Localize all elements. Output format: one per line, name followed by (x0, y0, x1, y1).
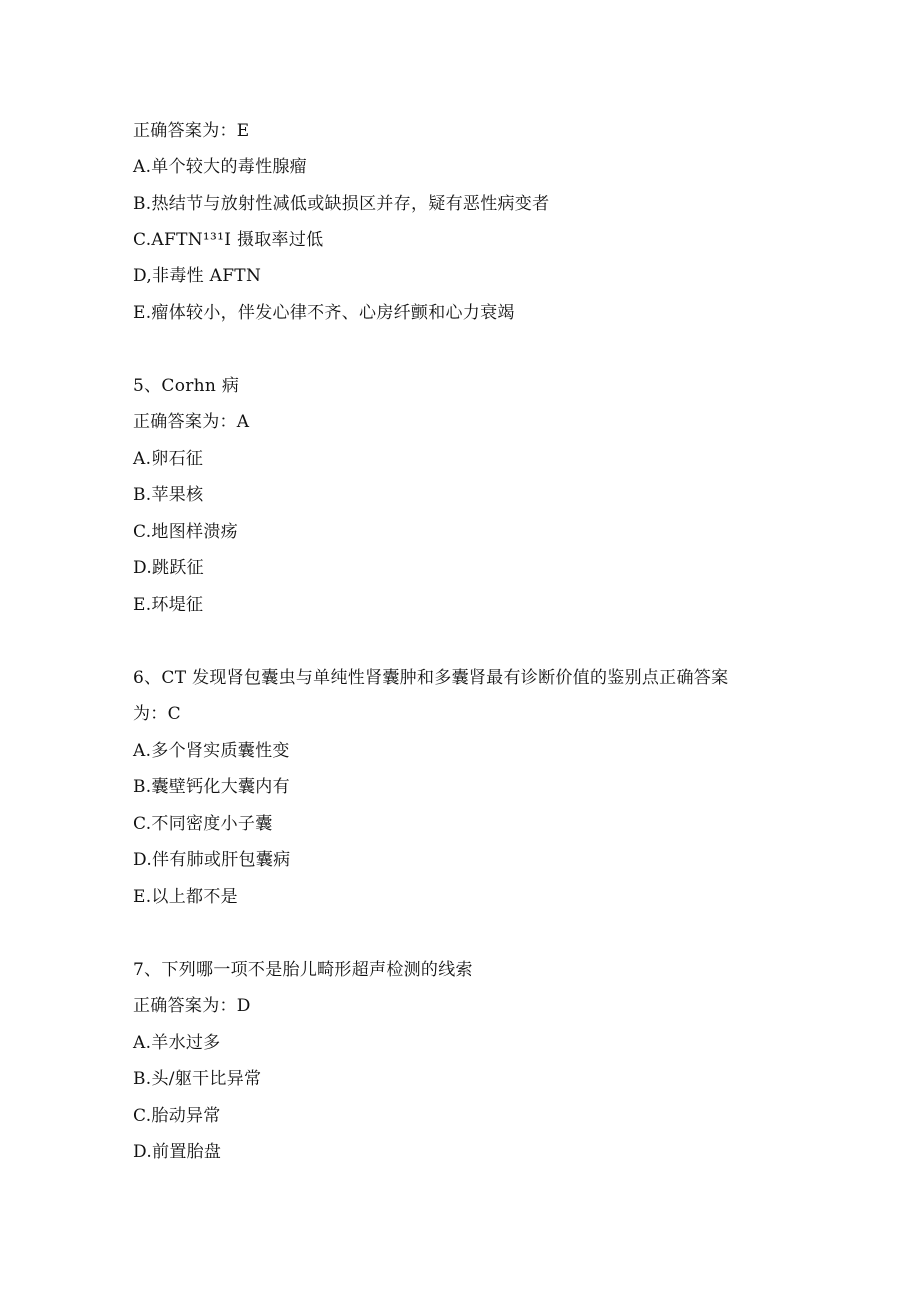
option-e: E.以上都不是 (133, 887, 238, 907)
option-e: E.瘤体较小，伴发心律不齐、心房纤颤和心力衰竭 (133, 303, 515, 323)
option-b: B.囊壁钙化大囊内有 (133, 777, 290, 797)
option-b: B.苹果核 (133, 485, 204, 505)
option-c: C.胎动异常 (133, 1106, 221, 1126)
option-b: B.头/躯干比异常 (133, 1069, 262, 1089)
option-a: A.单个较大的毒性腺瘤 (133, 157, 307, 177)
answer-line: 正确答案为：E (133, 121, 250, 141)
option-b: B.热结节与放射性减低或缺损区并存，疑有恶性病变者 (133, 194, 550, 214)
option-c: C.AFTN¹³¹I 摄取率过低 (133, 230, 324, 250)
option-a: A.羊水过多 (133, 1033, 221, 1053)
question-title: 5、Corhn 病 (133, 376, 240, 396)
answer-line: 正确答案为：A (133, 412, 250, 432)
option-d: D.伴有肺或肝包囊病 (133, 850, 291, 870)
question-title: 6、CT 发现肾包囊虫与单纯性肾囊肿和多囊肾最有诊断价值的鉴别点正确答案 (133, 668, 729, 688)
option-d: D.前置胎盘 (133, 1142, 222, 1162)
option-e: E.环堤征 (133, 595, 204, 615)
option-c: C.不同密度小子囊 (133, 814, 273, 834)
option-a: A.多个肾实质囊性变 (133, 741, 290, 761)
option-a: A.卵石征 (133, 449, 204, 469)
option-c: C.地图样溃疡 (133, 522, 238, 542)
option-d: D.跳跃征 (133, 558, 204, 578)
question-title-continued: 为：C (133, 704, 181, 724)
option-d: D,非毒性 AFTN (133, 266, 262, 286)
answer-line: 正确答案为：D (133, 996, 251, 1016)
question-title: 7、下列哪一项不是胎儿畸形超声检测的线索 (133, 960, 473, 980)
